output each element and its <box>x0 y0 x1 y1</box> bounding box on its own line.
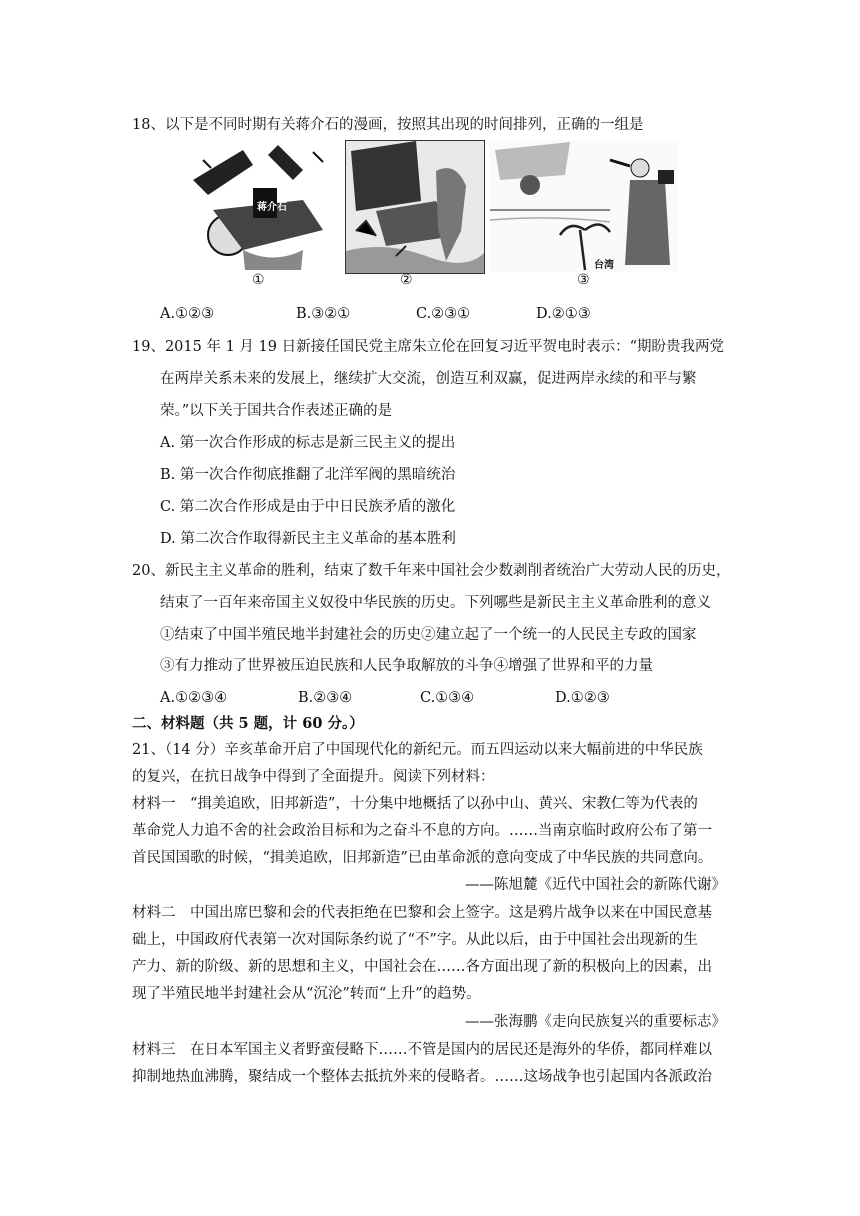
q21-material-1-line-1: 材料一 “揖美追欧，旧邦新造”，十分集中地概括了以孙中山、黄兴、宋教仁等为代表的 <box>132 796 698 812</box>
cartoon-caption-3: ③ <box>577 272 590 288</box>
cartoon-2-image <box>345 140 485 274</box>
q21-material-2-line-1: 材料二 中国出席巴黎和会的代表拒绝在巴黎和会上签字。这是鸦片战争以来在中国民意基 <box>132 905 712 921</box>
q21-material-1-line-3: 首民国国歌的时候，“揖美追欧，旧邦新造”已由革命派的意向变成了中华民族的共同意向。 <box>132 850 713 866</box>
q21-line-2: 的复兴，在抗日战争中得到了全面提升。阅读下列材料： <box>132 769 495 785</box>
q18-option-d: D.②①③ <box>536 306 591 322</box>
q20-option-b: B.②③④ <box>298 690 353 706</box>
q21-material-2-line-4: 现了半殖民地半封建社会从“沉沦”转而“上升”的趋势。 <box>132 986 481 1002</box>
cartoon-3-taiwan-label: 台湾 <box>594 260 614 271</box>
q18-stem: 18、以下是不同时期有关蒋介石的漫画，按照其出现的时间排列，正确的一组是 <box>132 117 644 133</box>
q20-stem-line-1: 20、新民主主义革命的胜利，结束了数千年来中国社会少数剥削者统治广大劳动人民的历史， <box>132 563 731 579</box>
cartoon-1-image <box>183 140 337 272</box>
q18-option-b: B.③②① <box>296 306 351 322</box>
q21-material-2-line-3: 产力、新的阶级、新的思想和主义，中国社会在……各方面出现了新的积极向上的因素，出 <box>132 959 712 975</box>
q20-option-c: C.①③④ <box>420 690 475 706</box>
q21-material-3-line-1: 材料三 在日本军国主义者野蛮侵略下……不管是国内的居民还是海外的华侨，都同样难以 <box>132 1042 712 1058</box>
q19-stem-line-3: 荣。”以下关于国共合作表述正确的是 <box>160 403 393 419</box>
section-2-title: 二、材料题（共 5 题，计 60 分。） <box>132 715 364 732</box>
q19-option-a: A. 第一次合作形成的标志是新三民主义的提出 <box>160 435 456 451</box>
cartoon-3-image <box>490 140 678 272</box>
q18-option-c: C.②③① <box>416 306 471 322</box>
cartoon-caption-2: ② <box>400 272 413 288</box>
q20-option-d: D.①②③ <box>555 690 610 706</box>
cartoon-caption-1: ① <box>252 272 265 288</box>
q20-stem-line-3: ①结束了中国半殖民地半封建社会的历史②建立起了一个统一的人民民主专政的国家 <box>160 627 697 643</box>
q21-line-1: 21、（14 分）辛亥革命开启了中国现代化的新纪元。而五四运动以来大幅前进的中华民族 <box>132 742 703 758</box>
q20-option-a: A.①②③④ <box>160 690 228 706</box>
q19-option-b: B. 第一次合作彻底推翻了北洋军阀的黑暗统治 <box>160 467 456 483</box>
q19-option-d: D. 第二次合作取得新民主主义革命的基本胜利 <box>160 531 456 547</box>
cartoon-1-name-label: 蒋介石 <box>257 202 287 213</box>
q20-stem-line-4: ③有力推动了世界被压迫民族和人民争取解放的斗争④增强了世界和平的力量 <box>160 658 653 674</box>
q19-stem-line-2: 在两岸关系未来的发展上，继续扩大交流，创造互利双赢，促进两岸永续的和平与繁 <box>160 371 697 387</box>
q21-source-2: ——张海鹏《走向民族复兴的重要标志》 <box>465 1014 726 1030</box>
q21-material-2-line-2: 础上，中国政府代表第一次对国际条约说了“不”字。从此以后，由于中国社会出现新的生 <box>132 932 698 948</box>
q19-stem-line-1: 19、2015 年 1 月 19 日新接任国民党主席朱立伦在回复习近平贺电时表示：“期盼贵我两党 <box>132 339 724 355</box>
q19-option-c: C. 第二次合作形成是由于中日民族矛盾的激化 <box>160 499 456 515</box>
q18-option-a: A.①②③ <box>160 306 215 322</box>
q20-stem-line-2: 结束了一百年来帝国主义奴役中华民族的历史。下列哪些是新民主主义革命胜利的意义 <box>160 595 711 611</box>
q21-material-3-line-2: 抑制地热血沸腾，聚结成一个整体去抵抗外来的侵略者。……这场战争也引起国内各派政治 <box>132 1069 712 1085</box>
q21-source-1: ——陈旭麓《近代中国社会的新陈代谢》 <box>465 877 726 893</box>
q21-material-1-line-2: 革命党人力追不舍的社会政治目标和为之奋斗不息的方向。……当南京临时政府公布了第一 <box>132 823 712 839</box>
